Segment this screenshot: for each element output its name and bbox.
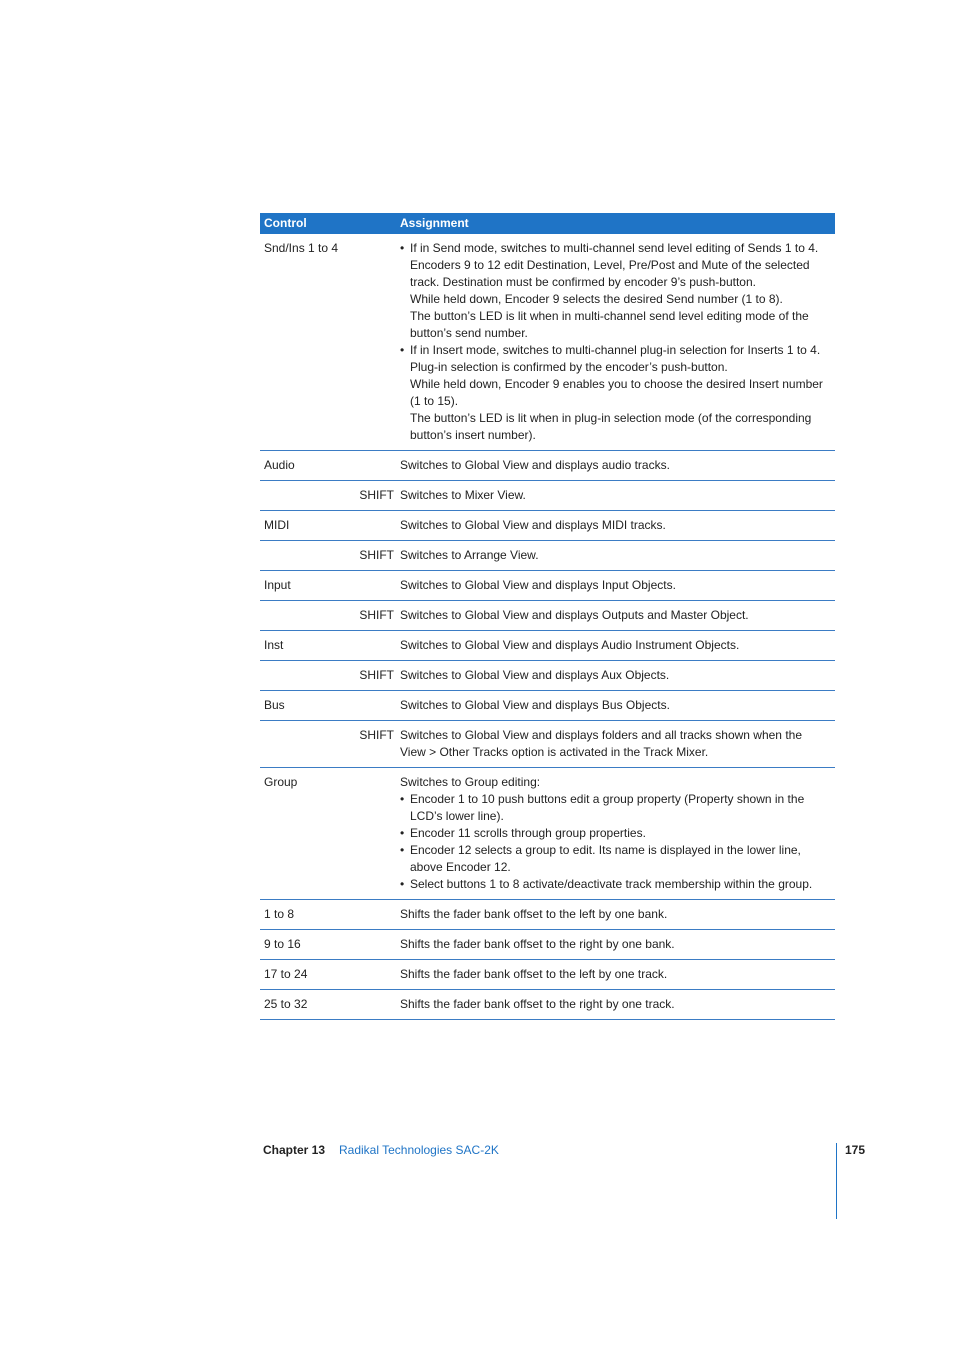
bullet-sub: The button’s LED is lit when in plug-in selection mode (of the corresponding button’s insert number). [410, 411, 812, 442]
control-cell: 9 to 16 [264, 937, 301, 951]
table-row [260, 541, 835, 571]
table-row [260, 900, 835, 930]
bullet-sub: The button’s LED is lit when in multi-channel send level editing mode of the button’s send number. [410, 309, 809, 340]
assignment-cell: Switches to Global View and displays folders and all tracks shown when the View > Other Tracks option is activated in the Track Mixer. [400, 728, 802, 759]
list-item [400, 240, 829, 342]
control-cell: 25 to 32 [264, 997, 308, 1011]
list-item [400, 342, 829, 444]
assignment-cell: Switches to Global View and displays Outputs and Master Object. [400, 608, 749, 622]
table-row [260, 481, 835, 511]
shift-label: SHIFT [359, 488, 394, 502]
table-row [260, 768, 835, 900]
chapter-label: Chapter 13 [263, 1143, 326, 1157]
table-row [260, 960, 835, 990]
assignment-cell: Switches to Global View and displays MIDI tracks. [400, 518, 666, 532]
shift-label: SHIFT [359, 548, 394, 562]
assignment-cell [400, 240, 835, 444]
assignment-cell: Switches to Arrange View. [400, 548, 539, 562]
bullet-sub: While held down, Encoder 9 enables you to choose the desired Insert number (1 to 15). [410, 377, 823, 408]
group-intro: Switches to Group editing: [400, 775, 541, 789]
control-cell: Group [264, 775, 298, 789]
control-cell: Inst [264, 638, 284, 652]
chapter-title: Radikal Technologies SAC-2K [339, 1143, 499, 1157]
table-header [260, 213, 835, 234]
header-control: Control [264, 216, 307, 230]
control-cell: 17 to 24 [264, 967, 308, 981]
bullet-sub: While held down, Encoder 9 selects the desired Send number (1 to 8). [410, 292, 783, 306]
table-row [260, 511, 835, 541]
bullet-lead: If in Send mode, switches to multi-channel send level editing of Sends 1 to 4. [410, 241, 819, 255]
assignment-cell: Shifts the fader bank offset to the left by one bank. [400, 907, 668, 921]
control-cell: MIDI [264, 518, 290, 532]
table-row [260, 691, 835, 721]
bullet-lead: If in Insert mode, switches to multi-channel plug-in selection for Inserts 1 to 4. Plug-in selection is confirmed by the encoder’s push-button. [410, 343, 821, 374]
assignment-cell [400, 774, 835, 893]
table-row [260, 234, 835, 451]
assignment-cell: Switches to Mixer View. [400, 488, 526, 502]
assignment-cell: Switches to Global View and displays Aux Objects. [400, 668, 670, 682]
page-number: 175 [845, 1143, 866, 1157]
table-row [260, 631, 835, 661]
shift-label: SHIFT [359, 608, 394, 622]
shift-label: SHIFT [359, 668, 394, 682]
control-assignment-table [260, 213, 835, 1020]
list-item: • Encoder 11 scrolls through group properties. [400, 825, 829, 842]
assignment-cell: Switches to Global View and displays Input Objects. [400, 578, 676, 592]
control-cell: Snd/Ins 1 to 4 [264, 241, 339, 255]
control-cell: Bus [264, 698, 285, 712]
table-row [260, 571, 835, 601]
table-row [260, 661, 835, 691]
list-item: • Select buttons 1 to 8 activate/deactivate track membership within the group. [400, 876, 829, 893]
assignment-cell: Shifts the fader bank offset to the right by one track. [400, 997, 675, 1011]
table-row [260, 601, 835, 631]
assignment-cell: Switches to Global View and displays Bus Objects. [400, 698, 670, 712]
control-cell: Input [264, 578, 291, 592]
table-row [260, 721, 835, 768]
shift-label: SHIFT [359, 728, 394, 742]
assignment-cell: Shifts the fader bank offset to the right by one bank. [400, 937, 675, 951]
assignment-cell: Switches to Global View and displays audio tracks. [400, 458, 670, 472]
assignment-cell: Shifts the fader bank offset to the left by one track. [400, 967, 668, 981]
control-cell: Audio [264, 458, 295, 472]
footer-divider [836, 1143, 837, 1219]
table-row [260, 930, 835, 960]
bullet-sub: Encoders 9 to 12 edit Destination, Level, Pre/Post and Mute of the selected track. Destination must be confirmed by encoder 9’s push-button. [410, 258, 810, 289]
control-cell: 1 to 8 [264, 907, 295, 921]
list-item: • Encoder 12 selects a group to edit. Its name is displayed in the lower line, above Encoder 12. [400, 842, 829, 876]
header-assignment: Assignment [400, 216, 469, 230]
assignment-cell: Switches to Global View and displays Audio Instrument Objects. [400, 638, 740, 652]
table-row [260, 990, 835, 1020]
list-item: • Encoder 1 to 10 push buttons edit a group property (Property shown in the LCD’s lower line). [400, 791, 829, 825]
table-row [260, 451, 835, 481]
